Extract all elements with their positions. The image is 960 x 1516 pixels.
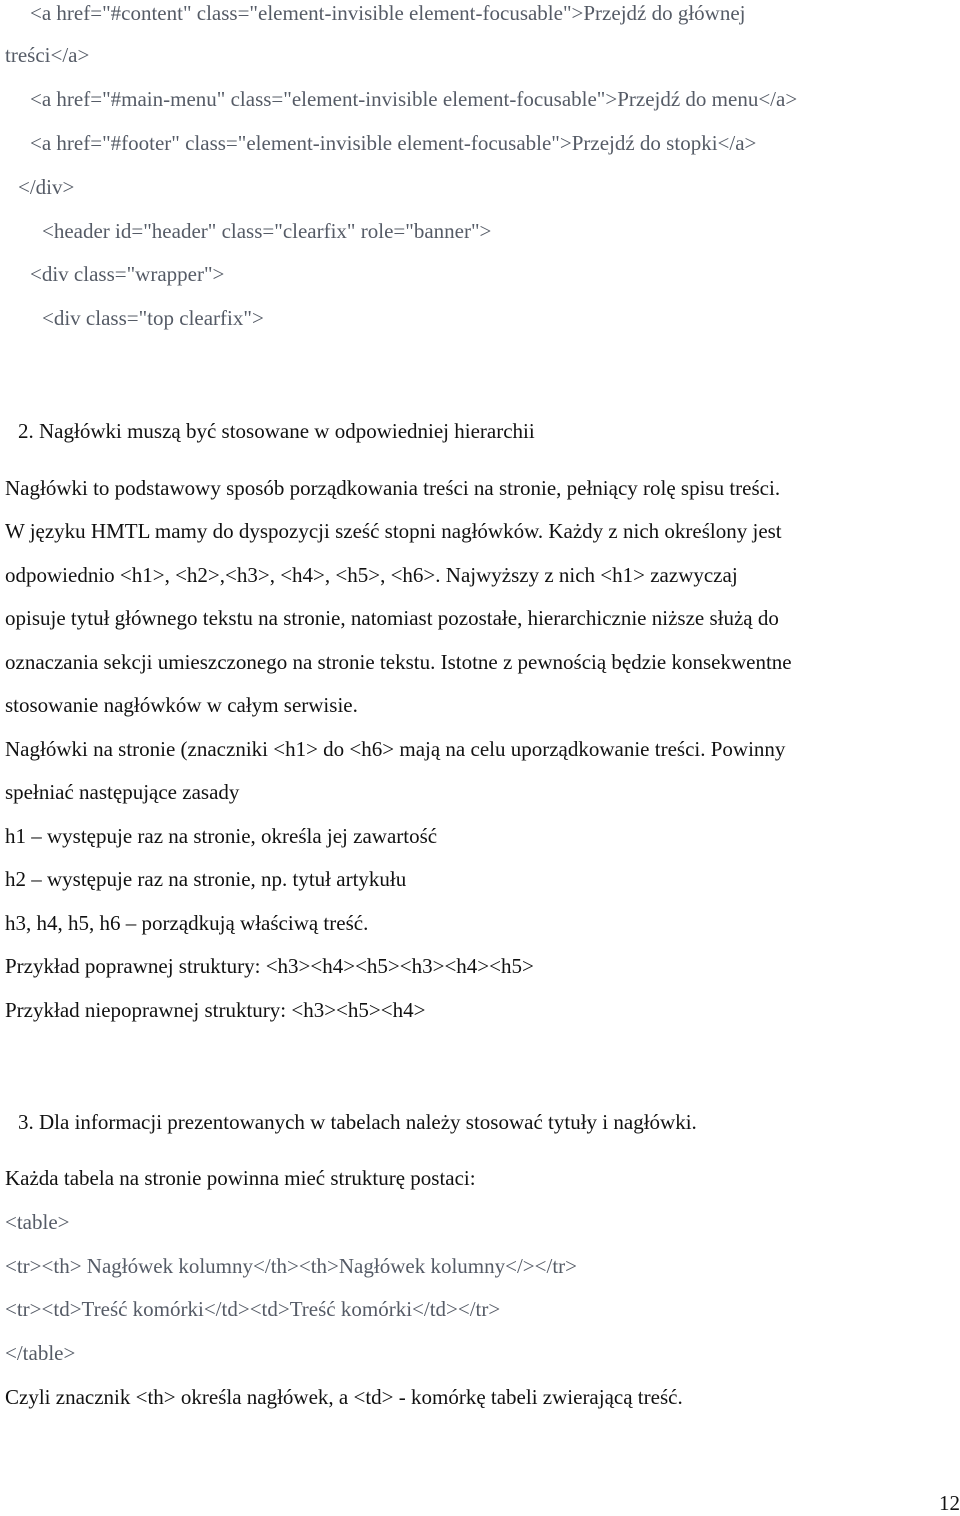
code-line-5: </div> (18, 175, 75, 199)
code-line-4: <a href="#footer" class="element-invisible element-focusable">Przejdź do stopki</a> (30, 131, 757, 155)
code-line-6: <header id="header" class="clearfix" role="banner"> (42, 219, 492, 243)
paragraph-line: stosowanie nagłówków w całym serwisie. (5, 693, 358, 717)
incorrect-structure-example: Przykład niepoprawnej struktury: <h3><h5><h4> (5, 998, 426, 1022)
rule-h3-h6: h3, h4, h5, h6 – porządkują właściwą treść. (5, 911, 369, 935)
table-code-line: <table> (5, 1210, 70, 1234)
page-number: 12 (939, 1491, 960, 1515)
section-3-closing: Czyli znacznik <th> określa nagłówek, a <td> - komórkę tabeli zwierającą treść. (5, 1385, 683, 1409)
table-code-line: </table> (5, 1341, 76, 1365)
paragraph-line: odpowiednio <h1>, <h2>,<h3>, <h4>, <h5>, <h6>. Najwyższy z nich <h1> zazwyczaj (5, 563, 738, 587)
table-code-line: <tr><td>Treść komórki</td><td>Treść komórki</td></tr> (5, 1297, 501, 1321)
paragraph-line: spełniać następujące zasady (5, 780, 240, 804)
code-line-7: <div class="wrapper"> (30, 262, 225, 286)
code-line-1: <a href="#content" class="element-invisible element-focusable">Przejdź do głównej (30, 1, 746, 25)
rule-h1: h1 – występuje raz na stronie, określa jej zawartość (5, 824, 438, 848)
paragraph-line: W języku HMTL mamy do dyspozycji sześć stopni nagłówków. Każdy z nich określony jest (5, 519, 782, 543)
paragraph-line: opisuje tytuł głównego tekstu na stronie, natomiast pozostałe, hierarchicznie niższe służą do (5, 606, 779, 630)
code-line-2: treści</a> (5, 43, 90, 67)
paragraph-line: Nagłówki na stronie (znaczniki <h1> do <h6> mają na celu uporządkowanie treści. Powinny (5, 737, 786, 761)
table-code-line: <tr><th> Nagłówek kolumny</th><th>Nagłówek kolumny</></tr> (5, 1254, 577, 1278)
paragraph-line: Nagłówki to podstawowy sposób porządkowania treści na stronie, pełniący rolę spisu treści. (5, 476, 781, 500)
section-3-heading: 3. Dla informacji prezentowanych w tabelach należy stosować tytuły i nagłówki. (18, 1110, 697, 1134)
code-line-3: <a href="#main-menu" class="element-invisible element-focusable">Przejdź do menu</a> (30, 87, 798, 111)
section-2-heading: 2. Nagłówki muszą być stosowane w odpowiedniej hierarchii (18, 419, 535, 443)
code-line-8: <div class="top clearfix"> (42, 306, 264, 330)
section-3-intro: Każda tabela na stronie powinna mieć strukturę postaci: (5, 1166, 476, 1190)
paragraph-line: oznaczania sekcji umieszczonego na stronie tekstu. Istotne z pewnością będzie konsekwentne (5, 650, 792, 674)
rule-h2: h2 – występuje raz na stronie, np. tytuł artykułu (5, 867, 407, 891)
correct-structure-example: Przykład poprawnej struktury: <h3><h4><h5><h3><h4><h5> (5, 954, 534, 978)
